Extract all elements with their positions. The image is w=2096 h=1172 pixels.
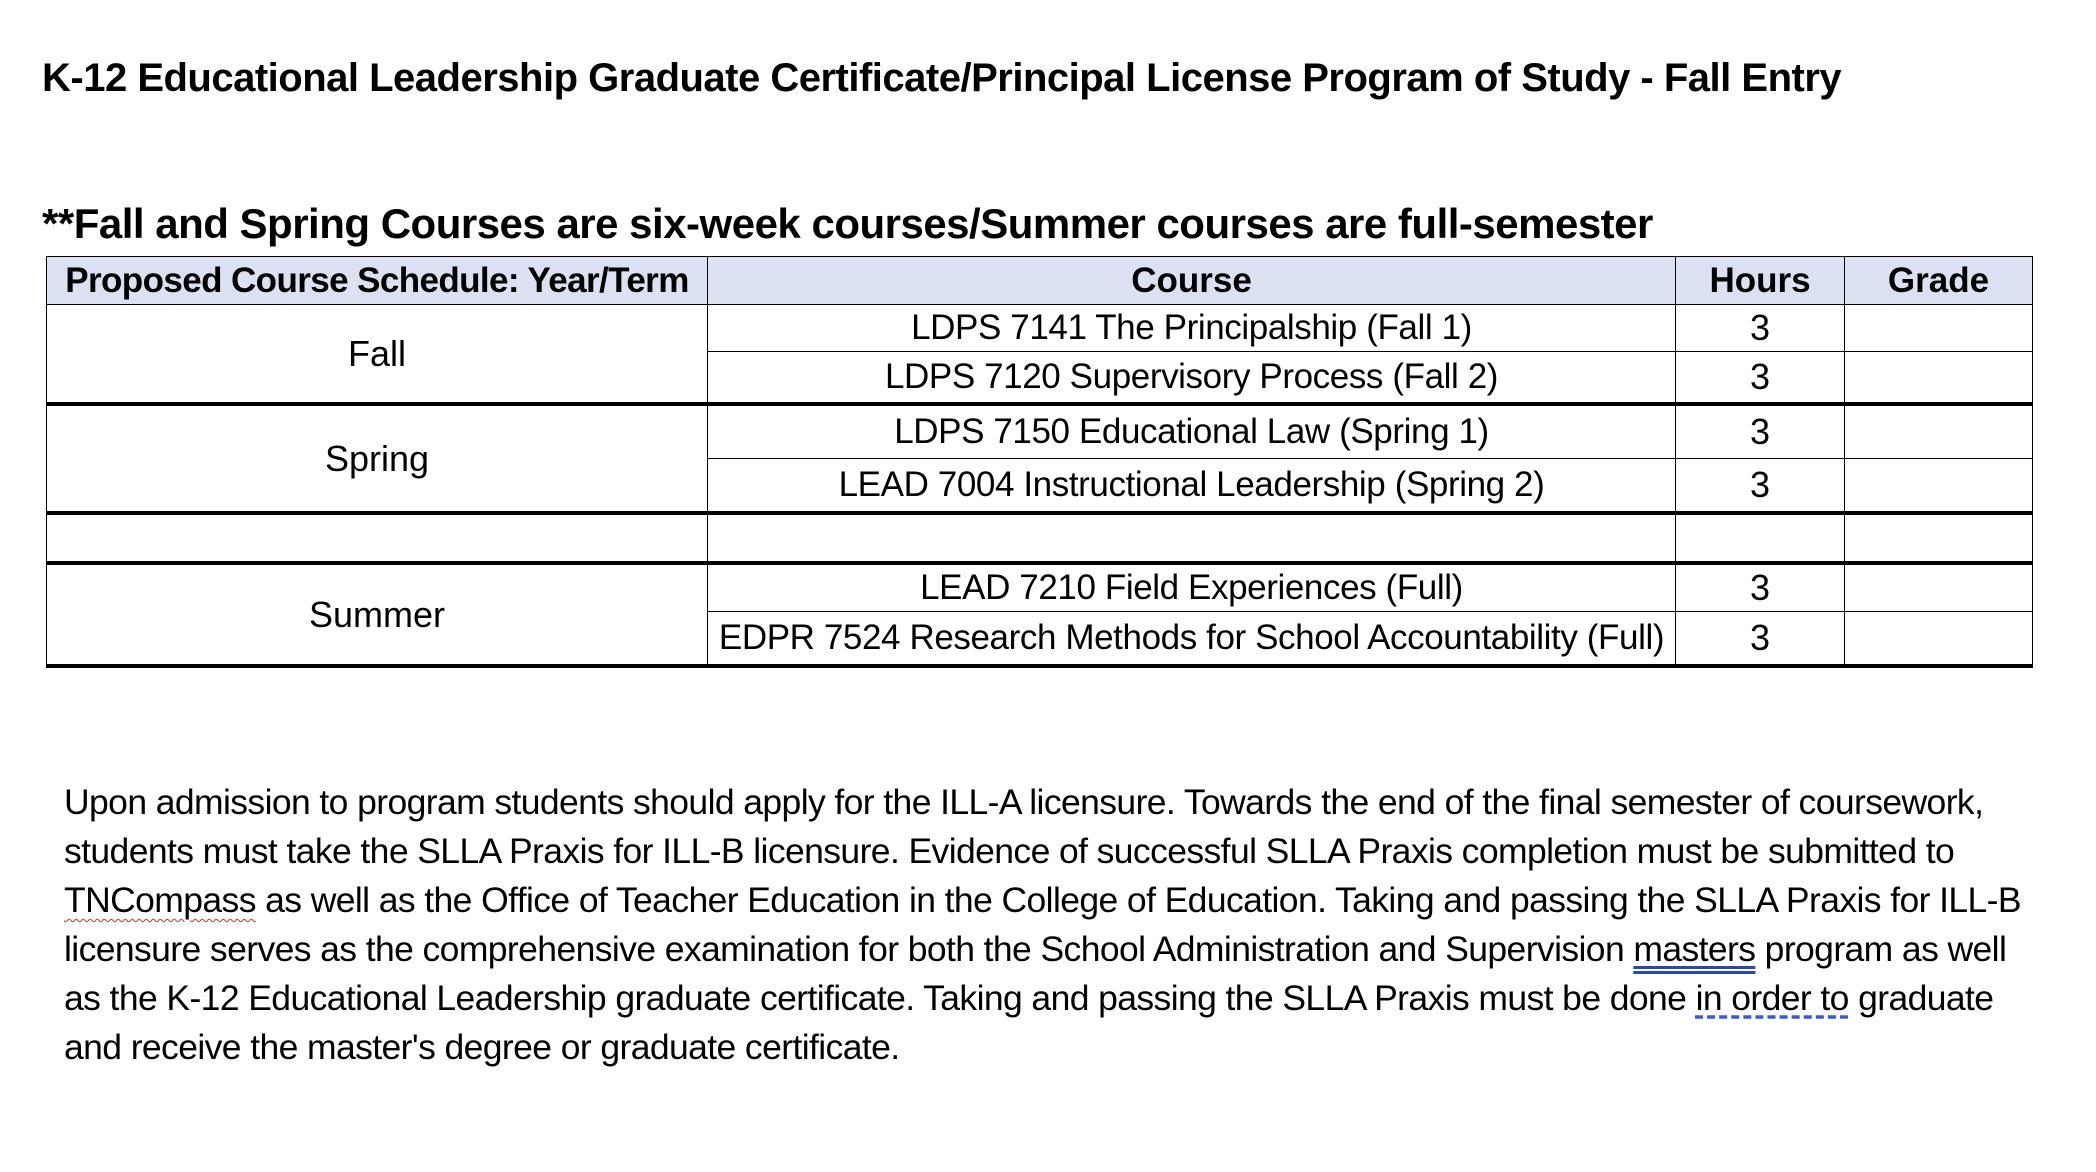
hours-cell: 3 [1676, 459, 1845, 514]
grade-cell [1845, 352, 2033, 405]
hours-cell: 3 [1676, 352, 1845, 405]
hours-cell: 3 [1676, 404, 1845, 459]
notes-line: Upon admission to program students should apply for the ILL-A licensure. Towards the end of the final semester of coursework, [64, 782, 1984, 822]
header-hours: Hours [1676, 257, 1845, 305]
course-cell: LEAD 7210 Field Experiences (Full) [708, 563, 1676, 612]
header-grade: Grade [1845, 257, 2033, 305]
term-fall: Fall [47, 305, 708, 405]
course-cell: LDPS 7120 Supervisory Process (Fall 2) [708, 352, 1676, 405]
program-notes [64, 778, 2044, 1072]
notes-text: as the K-12 Educational Leadership graduate certificate. Taking and passing the SLLA Praxis must be done [64, 978, 1696, 1018]
hours-cell: 3 [1676, 612, 1845, 667]
notes-line [64, 876, 2044, 925]
table-row-blank [47, 513, 2033, 563]
grade-cell [1845, 459, 2033, 514]
table-header-row [47, 257, 2033, 305]
table-row [47, 404, 2033, 459]
term-summer: Summer [47, 563, 708, 666]
grade-cell [1845, 404, 2033, 459]
notes-text: graduate [1848, 978, 1994, 1018]
notes-line [64, 974, 2044, 1023]
notes-text: program as well [1755, 929, 2007, 969]
grade-cell [1845, 305, 2033, 352]
spellcheck-flag-tncompass: TNCompass [64, 880, 256, 920]
notes-text: as well as the Office of Teacher Education in the College of Education. Taking and passing the SLLA Praxis for ILL-B [255, 880, 2021, 920]
table-row [47, 305, 2033, 352]
notes-line [64, 925, 2044, 974]
course-cell: LDPS 7150 Educational Law (Spring 1) [708, 404, 1676, 459]
hours-cell: 3 [1676, 563, 1845, 612]
course-cell: LDPS 7141 The Principalship (Fall 1) [708, 305, 1676, 352]
header-term: Proposed Course Schedule: Year/Term [47, 257, 708, 305]
notes-text: licensure serves as the comprehensive examination for both the School Administration and Supervision [64, 929, 1634, 969]
notes-line: and receive the master's degree or graduate certificate. [64, 1027, 900, 1067]
document-title: K-12 Educational Leadership Graduate Certificate/Principal License Program of Study - Fall Entry [42, 56, 1842, 100]
course-cell [708, 513, 1676, 563]
course-cell: LEAD 7004 Instructional Leadership (Spring 2) [708, 459, 1676, 514]
header-course: Course [708, 257, 1676, 305]
hours-cell [1676, 513, 1845, 563]
grade-cell [1845, 563, 2033, 612]
document-subtitle: **Fall and Spring Courses are six-week courses/Summer courses are full-semester [42, 200, 1653, 247]
term-spring: Spring [47, 404, 708, 513]
hours-cell: 3 [1676, 305, 1845, 352]
table-row [47, 563, 2033, 612]
notes-line: students must take the SLLA Praxis for ILL-B licensure. Evidence of successful SLLA Praxis completion must be submitted to [64, 831, 1955, 871]
grammar-flag-masters: masters [1633, 929, 1756, 969]
style-flag-in-order-to: in order to [1695, 978, 1849, 1018]
course-cell: EDPR 7524 Research Methods for School Accountability (Full) [708, 612, 1676, 667]
grade-cell [1845, 612, 2033, 667]
grade-cell [1845, 513, 2033, 563]
term-blank [47, 513, 708, 563]
course-schedule-table [46, 256, 2033, 668]
